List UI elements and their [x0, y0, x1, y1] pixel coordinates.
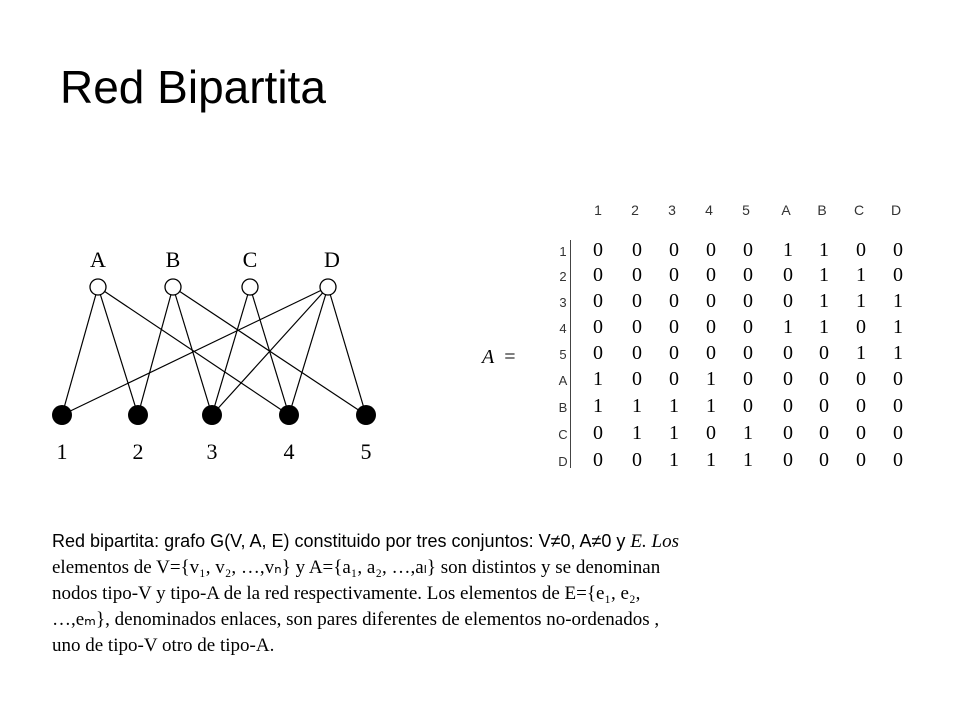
- matrix-cell-3-1: 0: [593, 290, 603, 312]
- node-label-4: 4: [283, 439, 295, 464]
- matrix-cell-C-4: 0: [706, 422, 716, 444]
- matrix-cell-5-5: 0: [743, 342, 753, 364]
- matrix-equals: =: [504, 346, 516, 368]
- matrix-cell-1-A: 1: [783, 239, 793, 261]
- edge-A-2: [98, 287, 138, 415]
- definition-line-2: elementos de V={v₁, v₂, …,vₙ} y A={a₁, a₂, …,aₗ} son distintos y se denominan: [52, 557, 661, 578]
- matrix-cell-1-2: 0: [632, 239, 642, 261]
- edge-B-3: [173, 287, 212, 415]
- edge-D-5: [328, 287, 366, 415]
- matrix-cell-3-C: 1: [856, 290, 866, 312]
- matrix-cell-A-1: 1: [593, 368, 603, 390]
- column-label-5: 5: [742, 202, 750, 218]
- node-label-A: A: [90, 247, 106, 272]
- definition-line-1: [52, 528, 932, 555]
- column-label-C: C: [853, 202, 865, 218]
- matrix-cell-3-5: 0: [743, 290, 753, 312]
- matrix-cell-A-C: 0: [856, 368, 866, 390]
- edge-D-3: [212, 287, 328, 415]
- row-label-C: C: [558, 427, 568, 442]
- matrix-cell-3-2: 0: [632, 290, 642, 312]
- edge-B-2: [138, 287, 173, 415]
- matrix-cell-A-4: 1: [706, 368, 716, 390]
- matrix-cell-4-C: 0: [856, 316, 866, 338]
- matrix-cell-D-B: 0: [819, 449, 829, 471]
- definition-line-3: nodos tipo-V y tipo-A de la red respectivamente. Los elementos de E={e₁, e₂,: [52, 583, 641, 604]
- matrix-cell-A-B: 0: [819, 368, 829, 390]
- matrix-cell-A-5: 0: [743, 368, 753, 390]
- matrix-cell-5-C: 1: [856, 342, 866, 364]
- node-C: [242, 279, 258, 295]
- matrix-cell-4-1: 0: [593, 316, 603, 338]
- edge-D-1: [62, 287, 328, 415]
- edge-A-4: [98, 287, 289, 415]
- matrix-cell-B-A: 0: [783, 395, 793, 417]
- node-label-2: 2: [132, 439, 144, 464]
- matrix-cell-2-1: 0: [593, 264, 603, 286]
- row-label-B: B: [558, 400, 568, 415]
- matrix-cell-C-D: 0: [893, 422, 903, 444]
- matrix-cell-D-4: 1: [706, 449, 716, 471]
- matrix-cell-4-D: 1: [893, 316, 903, 338]
- node-D: [320, 279, 336, 295]
- matrix-cell-5-1: 0: [593, 342, 603, 364]
- matrix-cell-B-4: 1: [706, 395, 716, 417]
- column-label-4: 4: [705, 202, 713, 218]
- definition-term: Red bipartita: [52, 531, 155, 551]
- column-label-A: A: [781, 202, 791, 218]
- column-label-D: D: [890, 202, 902, 218]
- row-label-5: 5: [559, 347, 567, 362]
- matrix-cell-2-C: 1: [856, 264, 866, 286]
- matrix-cell-D-2: 0: [632, 449, 642, 471]
- matrix-cell-C-1: 0: [593, 422, 603, 444]
- matrix-cell-5-2: 0: [632, 342, 642, 364]
- matrix-cell-A-2: 0: [632, 368, 642, 390]
- definition-line-5: uno de tipo-V otro de tipo-A.: [52, 635, 275, 656]
- matrix-cell-C-2: 1: [632, 422, 642, 444]
- matrix-cell-2-A: 0: [783, 264, 793, 286]
- matrix-cell-A-A: 0: [783, 368, 793, 390]
- row-label-D: D: [558, 454, 568, 469]
- column-label-1: 1: [594, 202, 602, 218]
- bipartite-graph: [40, 235, 400, 475]
- matrix-cell-1-1: 0: [593, 239, 603, 261]
- matrix-cell-B-3: 1: [669, 395, 679, 417]
- node-label-5: 5: [360, 439, 372, 464]
- matrix-cell-D-1: 0: [593, 449, 603, 471]
- node-5: [356, 405, 376, 425]
- edge-D-4: [289, 287, 328, 415]
- matrix-cell-2-4: 0: [706, 264, 716, 286]
- matrix-cell-C-5: 1: [743, 422, 753, 444]
- matrix-cell-3-A: 0: [783, 290, 793, 312]
- node-label-1: 1: [56, 439, 68, 464]
- matrix-cell-3-B: 1: [819, 290, 829, 312]
- matrix-cell-D-3: 1: [669, 449, 679, 471]
- edge-C-3: [212, 287, 250, 415]
- matrix-cell-4-2: 0: [632, 316, 642, 338]
- matrix-cell-2-3: 0: [669, 264, 679, 286]
- row-label-divider: [570, 240, 571, 468]
- matrix-cell-5-B: 0: [819, 342, 829, 364]
- matrix-cell-A-3: 0: [669, 368, 679, 390]
- matrix-cell-C-C: 0: [856, 422, 866, 444]
- matrix-cell-D-C: 0: [856, 449, 866, 471]
- matrix-cell-B-1: 1: [593, 395, 603, 417]
- node-label-B: B: [165, 247, 181, 272]
- matrix-cell-B-B: 0: [819, 395, 829, 417]
- edge-A-1: [62, 287, 98, 415]
- matrix-cell-5-D: 1: [893, 342, 903, 364]
- matrix-cell-2-B: 1: [819, 264, 829, 286]
- matrix-cell-B-2: 1: [632, 395, 642, 417]
- matrix-cell-D-5: 1: [743, 449, 753, 471]
- row-label-4: 4: [559, 321, 567, 336]
- matrix-cell-4-5: 0: [743, 316, 753, 338]
- slide-title: Red Bipartita: [60, 61, 326, 113]
- matrix-cell-1-D: 0: [893, 239, 903, 261]
- matrix-cell-B-5: 0: [743, 395, 753, 417]
- matrix-cell-5-3: 0: [669, 342, 679, 364]
- matrix-name: A: [482, 346, 495, 368]
- node-label-3: 3: [206, 439, 218, 464]
- node-4: [279, 405, 299, 425]
- node-3: [202, 405, 222, 425]
- matrix-cell-2-2: 0: [632, 264, 642, 286]
- matrix-cell-C-3: 1: [669, 422, 679, 444]
- matrix-cell-2-D: 0: [893, 264, 903, 286]
- column-label-B: B: [817, 202, 827, 218]
- matrix-cell-B-D: 0: [893, 395, 903, 417]
- matrix-cell-C-A: 0: [783, 422, 793, 444]
- matrix-cell-4-3: 0: [669, 316, 679, 338]
- column-label-3: 3: [668, 202, 676, 218]
- matrix-symbol: [482, 346, 516, 369]
- node-2: [128, 405, 148, 425]
- matrix-cell-1-C: 0: [856, 239, 866, 261]
- matrix-cell-5-4: 0: [706, 342, 716, 364]
- matrix-cell-1-B: 1: [819, 239, 829, 261]
- row-label-3: 3: [559, 295, 567, 310]
- node-1: [52, 405, 72, 425]
- definition-text: [52, 528, 932, 659]
- row-label-1: 1: [559, 244, 567, 259]
- row-label-2: 2: [559, 269, 567, 284]
- node-A: [90, 279, 106, 295]
- column-label-2: 2: [631, 202, 639, 218]
- row-label-A: A: [558, 373, 568, 388]
- matrix-cell-B-C: 0: [856, 395, 866, 417]
- matrix-cell-A-D: 0: [893, 368, 903, 390]
- matrix-cell-3-4: 0: [706, 290, 716, 312]
- matrix-cell-D-A: 0: [783, 449, 793, 471]
- node-label-C: C: [242, 247, 258, 272]
- matrix-cell-1-4: 0: [706, 239, 716, 261]
- matrix-cell-5-A: 0: [783, 342, 793, 364]
- definition-line-1-sans: : grafo G(V, A, E) constituido por tres conjuntos: V≠0, A≠0 y: [154, 531, 631, 551]
- matrix-cell-3-3: 0: [669, 290, 679, 312]
- matrix-cell-D-D: 0: [893, 449, 903, 471]
- matrix-cell-2-5: 0: [743, 264, 753, 286]
- matrix-cell-4-A: 1: [783, 316, 793, 338]
- matrix-cell-C-B: 0: [819, 422, 829, 444]
- matrix-cell-4-B: 1: [819, 316, 829, 338]
- node-B: [165, 279, 181, 295]
- node-label-D: D: [324, 247, 340, 272]
- matrix-cell-4-4: 0: [706, 316, 716, 338]
- matrix-cell-1-5: 0: [743, 239, 753, 261]
- definition-line-1-tail: E. Los: [630, 531, 679, 552]
- matrix-cell-3-D: 1: [893, 290, 903, 312]
- matrix-cell-1-3: 0: [669, 239, 679, 261]
- definition-line-4: …,eₘ}, denominados enlaces, son pares diferentes de elementos no-ordenados ,: [52, 609, 660, 630]
